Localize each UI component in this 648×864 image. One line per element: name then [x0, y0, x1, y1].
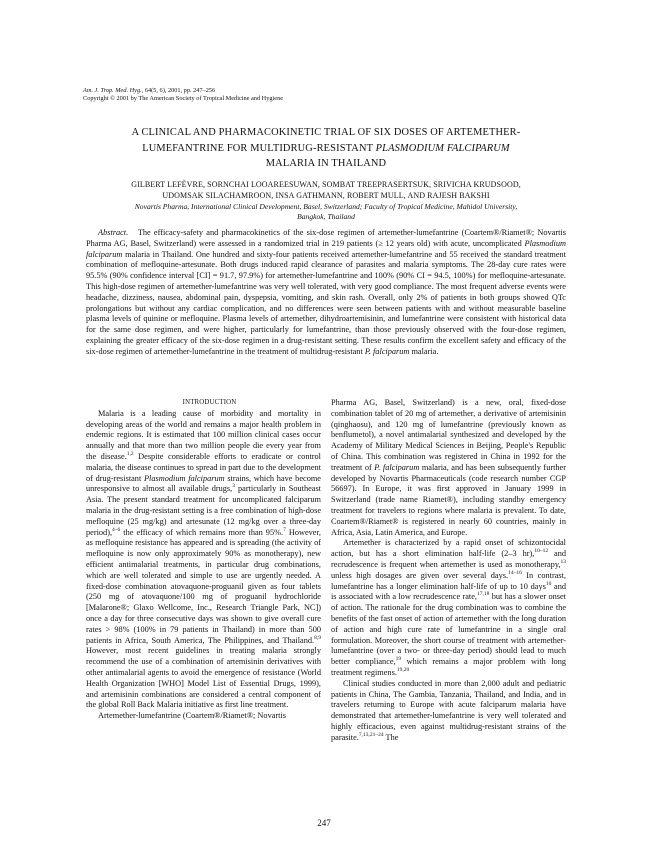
abstract-label: Abstract.	[98, 228, 129, 237]
title-line-3: MALARIA IN THAILAND	[265, 158, 387, 169]
abstract-text-2: malaria in Thailand. One hundred and sixty-four patients received artemether-lumefantrine and 55 received the standard treatment combination of mefloquine-artesunate. Both drugs induced rapid clearance of parasites and malaria symptoms. The 28-day cure rates were 95.5% (90% confidence interval [CI] = 91.7, 97.9%) for artemether-lumefantrine and 100% (90% CI = 94.5, 100%) for mefloquine-artesunate. This high-dose regimen of artemether-lumefantrine was very well tolerated, with very good compliance. The most frequent adverse events were headache, dizziness, nausea, abdominal pain, dyspepsia, vomiting, and skin rash. Overall, only 2% of patients in both groups showed QTc prolongations but without any cardiac complication, and no differences were seen between patients with and without measurable baseline plasma levels of quinine or mefloquine. Plasma levels of artemether, dihydroartemisinin, and lumefantrine were consistent with historical data for the same dose regimen, and were higher, particularly for lumefantrine, than those previously observed with the four-dose regimen, explaining the greater efficacy of the six-dose regimen in a drug-resistant setting. These results confirm the excellent safety and efficacy of the six-dose regimen of artemether-lumefantrine in the treatment of multidrug-resistant	[86, 249, 566, 356]
left-column	[86, 398, 321, 722]
citation-sup: 8,9	[314, 634, 321, 641]
abstract-text-1: The efficacy-safety and pharmacokinetics of the six-dose regimen of artemether-lumefantrine (Coartem®/Riamet®; Novartis Pharma AG, Basel, Switzerland) were assessed in a randomized trial in 219 patients (≥ 12 years old) with acute, uncomplicated	[86, 228, 566, 248]
text-span: strains, which have become unresponsive to almost all available drugs,	[86, 473, 321, 494]
text-span: and is associated with a low recrudescence rate,	[331, 581, 566, 602]
text-span: the efficacy of which remains more than 95%.	[120, 527, 284, 537]
text-span: particularly in Southeast Asia. The present standard treatment for uncomplicated falciparum malaria in the drug-resistant setting is a free combination of high-dose mefloquine (25 mg/kg) and artesunate (12 mg/kg over a three-day period),	[86, 484, 321, 537]
text-span: which remains a major problem with long treatment regimens.	[331, 657, 566, 677]
italic-span: Plasmodium falciparum	[143, 473, 225, 483]
intro-paragraph-4	[331, 538, 566, 678]
title-line-2-italic: PLASMODIUM FALCIPARUM	[375, 142, 510, 154]
citation-sup: 7,13,21–24	[358, 731, 384, 738]
abstract-italic-1: Plasmodium falciparum	[86, 238, 566, 259]
citation-sup: 7	[283, 526, 286, 533]
text-span: The	[383, 732, 399, 742]
intro-paragraph-2: Artemether-lumefantrine (Coartem®/Riamet®; Novartis	[98, 711, 286, 721]
journal-citation	[83, 87, 283, 95]
section-heading-introduction: INTRODUCTION	[182, 399, 237, 406]
citation-sup: 19,20	[396, 667, 410, 674]
text-span: unless high dosages are given over several days.	[331, 570, 509, 580]
affiliation	[82, 202, 570, 223]
citation-sup: 4–6	[112, 526, 121, 533]
citation-sup: 10	[545, 580, 552, 587]
text-span: Artemether is characterized by a rapid onset of schizontocidal action, but has a short elimination half-life (2–3 hr),	[331, 538, 566, 559]
citation-sup: 1,2	[126, 451, 134, 458]
text-span: Despite considerable efforts to eradicate or control malaria, the disease continues to spread in part due to the development of drug-resistant	[86, 451, 321, 483]
article-title	[90, 125, 562, 172]
affiliation-line-2: Bangkok, Thailand	[297, 212, 355, 222]
text-span: but has a slower onset of action. The rationale for the drug combination was to combine the benefits of the fast onset of action of artemether with the long duration of action and high cure rate of lumefantrine in a single oral formulation. Moreover, the short course of treatment with artemether-lumefantrine (over a two- or three-day period) should lead to much better compliance,	[331, 592, 566, 667]
affiliation-line-1: Novartis Pharma, International Clinical Development, Basel, Switzerland; Faculty of Tropical Medicine, Mahidol University,	[134, 202, 518, 211]
citation-sup: 10–12	[534, 548, 549, 555]
text-span: However, most recent guidelines in treating malaria strongly recommend the use of a combination of artemisinin derivatives with other antimalarial agents to avoid the emergence of resistance (World Health Organization [WHO] Model List of Essential Drugs, 1999), and artemisinin combinations are considered a central component of the global Roll Back Malaria initiative as first line treatment.	[86, 646, 321, 710]
intro-paragraph-1	[86, 409, 321, 711]
citation-sup: 13	[560, 559, 566, 566]
author-list	[90, 180, 562, 201]
citation-sup: 17,18	[476, 591, 490, 598]
text-span: In contrast, lumefantrine has a longer elimination half-life of up to 10 days	[331, 570, 567, 591]
journal-header	[83, 87, 283, 103]
citation-sup: 14–16	[508, 569, 522, 576]
journal-volume: 64(5, 6), 2001, pp. 247–256	[144, 87, 216, 94]
page-number: 247	[317, 818, 331, 828]
intro-paragraph-5	[331, 679, 566, 744]
text-span: Malaria is a leading cause of morbidity and mortality in developing areas of the world and remains a major health problem in endemic regions. It is estimated that 100 million clinical cases occur annually and that more than two million people die every year from the disease.	[86, 408, 321, 461]
abstract-italic-2: P. falciparum	[364, 346, 410, 356]
text-span: and recrudescence is frequent when artemether is used as monotherapy,	[331, 549, 567, 569]
text-span: However, as mefloquine resistance has appeared and is spreading (the activity of mefloquine is now only approximately 90% as monotherapy), new efficient antimalarial treatments, in particular drug combinations, which are well tolerated and simple to use are urgently needed. A fixed-dose combination atovaquone-proguanil given as four tablets (250 mg of atovaquone/100 mg of proguanil hydrochloride [Malarone®; Glaxo Wellcome, Inc., Research Triangle Park, NC]) once a day for three consecutive days was shown to give overall cure rates > 98% (100% in 79 patients in Thailand) in more than 500 patients in Africa, South America, The Philippines, and Thailand.	[86, 527, 321, 645]
text-span: Clinical studies conducted in more than 2,000 adult and pediatric patients in China, The Gambia, Tanzania, Thailand, and India, and in travelers returning to Europe with acute falciparum malaria have demonstrated that artemether-lumefantrine is very well tolerated and highly efficacious, even against multidrug-resistant strains of the parasite.	[331, 678, 566, 742]
title-line-1: A CLINICAL AND PHARMACOKINETIC TRIAL OF SIX DOSES OF ARTEMETHER-	[131, 127, 521, 138]
citation-sup: 3	[232, 483, 235, 490]
citation-sup: 19	[395, 656, 402, 663]
text-span: Pharma AG, Basel, Switzerland) is a new, oral, fixed-dose combination tablet of 20 mg of artemether, a derivative of artemisinin (qinghaosu), and 120 mg of lumefantrine (previously known as benflumetol), a novel antimalarial synthesized and developed by the Academy of Military Medical Sciences in Beijing, People's Republic of China. This combination was registered in China in 1992 for the treatment of	[331, 398, 566, 472]
title-line-2	[90, 141, 562, 157]
journal-name: Am. J. Trop. Med. Hyg.,	[83, 87, 144, 94]
right-column	[331, 398, 566, 744]
abstract	[86, 228, 566, 358]
authors-line-2: UDOMSAK SILACHAMROON, INSA GATHMANN, ROBERT MULL, AND RAJESH BAKSHI	[162, 190, 490, 200]
abstract-text-3: malaria.	[409, 346, 439, 356]
text-span: malaria, and has been subsequently further developed by Novartis Pharmaceuticals (code research number CGP 56697). In Europe, it was first approved in January 1999 in Switzerland (trade name Riamet®), including standby emergency treatment for travelers to regions where malaria is prevalent. To date, Coartem®/Riamet® is registered in nearly 60 countries, mainly in Africa, Asia, Latin America, and Europe.	[331, 462, 567, 537]
authors-line-1: GILBERT LEFÈVRE, SORNCHAI LOOAREESUWAN, SOMBAT TREEPRASERTSUK, SRIVICHA KRUDSOOD,	[131, 180, 521, 189]
title-line-2-text: LUMEFANTRINE FOR MULTIDRUG-RESISTANT	[142, 142, 376, 154]
italic-span: P. falciparum	[374, 462, 420, 472]
intro-paragraph-3	[331, 398, 566, 538]
copyright-line: Copyright © 2001 by The American Society of Tropical Medicine and Hygiene	[83, 95, 284, 102]
